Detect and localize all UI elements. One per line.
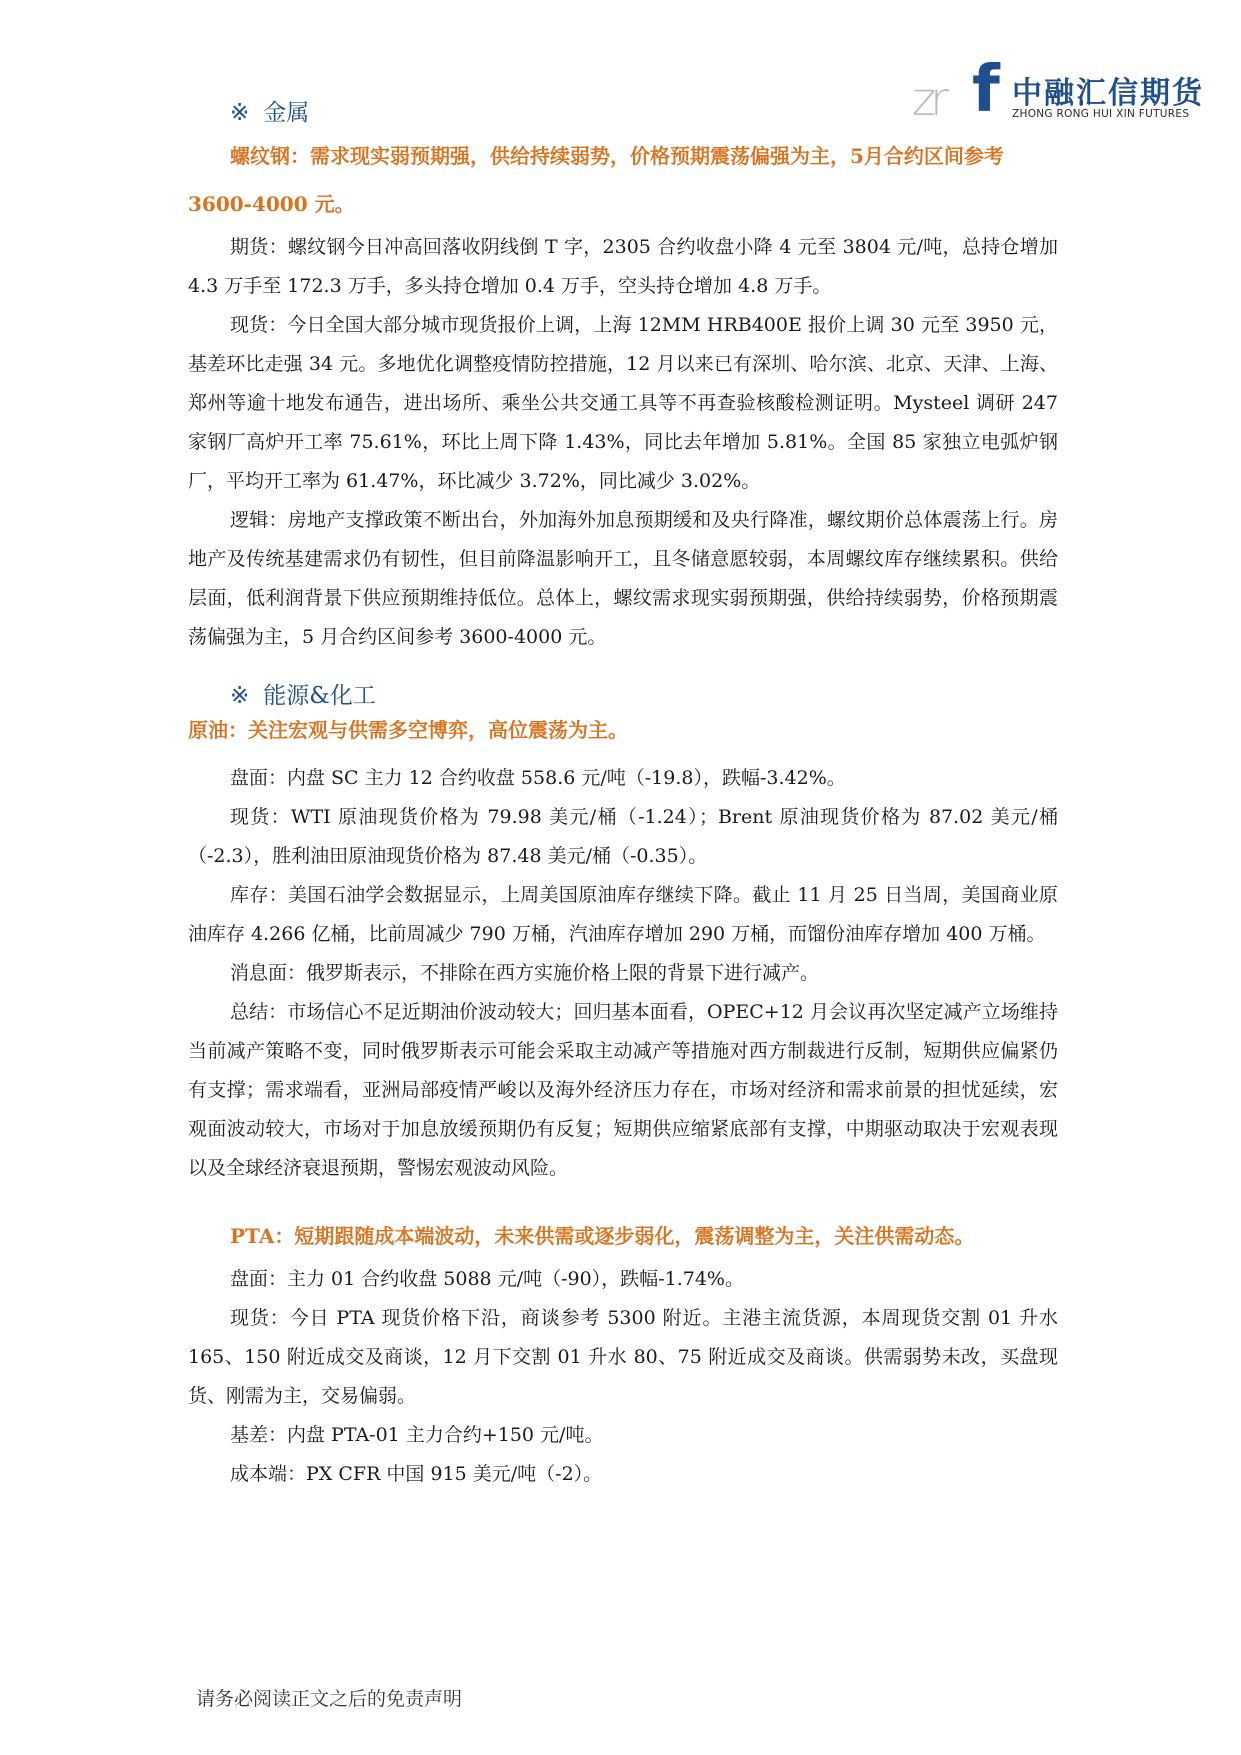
company-name-en: ZHONG RONG HUI XIN FUTURES — [1012, 108, 1190, 120]
pta-headline: PTA：短期跟随成本端波动，未来供需或逐步弱化，震荡调整为主，关注供需动态。 — [230, 1224, 975, 1248]
footer-disclaimer: 请务必阅读正文之后的免责声明 — [196, 1688, 463, 1710]
rebar-logic-paragraph: 逻辑：房地产支撑政策不断出台，外加海外加息预期缓和及央行降准，螺纹期价总体震荡上行。房地产及传统基建需求仍有韧性，但目前降温影响开工，且冬储意愿较弱，本周螺纹库存继续累积。供给层面，低利润背景下供应预期维持低位。总体上，螺纹需求现实弱预期强，供给持续弱势，价格预期震荡偏强为主，5 月合约区间参考 3600-4000 元。 — [188, 509, 1058, 648]
logo-mark-zr: zr — [912, 72, 944, 126]
crude-market-paragraph: 盘面：内盘 SC 主力 12 合约收盘 558.6 元/吨（-19.8），跌幅-3.42%。 — [230, 767, 846, 789]
rebar-futures-paragraph: 期货：螺纹钢今日冲高回落收阴线倒 T 字，2305 合约收盘小降 4 元至 3804 元/吨，总持仓增加 4.3 万手至 172.3 万手，多头持仓增加 0.4 万手，空头持仓增加 4.8 万手。 — [188, 236, 1058, 297]
section-heading-metal — [230, 98, 1058, 128]
company-name-cn: 中融汇信期货 — [1012, 76, 1204, 111]
crude-summary-paragraph: 总结：市场信心不足近期油价波动较大；回归基本面看，OPEC+12 月会议再次坚定减产立场维持当前减产策略不变，同时俄罗斯表示可能会采取主动减产等措施对西方制裁进行反制，短期供应偏紧仍有支撑；需求端看，亚洲局部疫情严峻以及海外经济压力存在，市场对经济和需求前景的担忧延续，宏观面波动较大，市场对于加息放缓预期仍有反复；短期供应缩紧底部有支撑，中期驱动取决于宏观表现以及全球经济衰退预期，警惕宏观波动风险。 — [188, 1001, 1058, 1179]
crude-inventory-paragraph: 库存：美国石油学会数据显示，上周美国原油库存继续下降。截止 11 月 25 日当周，美国商业原油库存 4.266 亿桶，比前周减少 790 万桶，汽油库存增加 290 万桶，而馏份油库存增加 400 万桶。 — [188, 884, 1058, 945]
section-mark: ※ — [230, 100, 250, 126]
crude-spot-paragraph: 现货：WTI 原油现货价格为 79.98 美元/桶（-1.24）；Brent 原油现货价格为 87.02 美元/桶（-2.3），胜利油田原油现货价格为 87.48 美元/桶（-0.35）。 — [188, 806, 1058, 867]
report-body — [188, 98, 1058, 1494]
rebar-headline: 螺纹钢：需求现实弱预期强，供给持续弱势，价格预期震荡偏强为主，5月合约区间参考 3600-4000 元。 — [188, 144, 1004, 216]
pta-market-paragraph: 盘面：主力 01 合约收盘 5088 元/吨（-90），跌幅-1.74%。 — [230, 1268, 744, 1290]
rebar-spot-paragraph: 现货：今日全国大部分城市现货报价上调，上海 12MM HRB400E 报价上调 30 元至 3950 元，基差环比走强 34 元。多地优化调整疫情防控措施，12 月以来已有深圳、哈尔滨、北京、天津、上海、郑州等逾十地发布通告，进出场所、乘坐公共交通工具等不再查验核酸检测证明。Mysteel 调研 247 家钢厂高炉开工率 75.61%，环比上周下降 1.43%，同比去年增加 5.81%。全国 85 家独立电弧炉钢厂，平均开工率为 61.47%，环比减少 3.72%，同比减少 3.02%。 — [188, 314, 1058, 492]
pta-spot-paragraph: 现货：今日 PTA 现货价格下沿，商谈参考 5300 附近。主港主流货源，本周现货交割 01 升水 165、150 附近成交及商谈，12 月下交割 01 升水 80、75 附近成交及商谈。供需弱势未改，买盘现货、刚需为主，交易偏弱。 — [188, 1307, 1058, 1407]
logo-mark-f: f — [972, 53, 1000, 127]
crude-news-paragraph: 消息面：俄罗斯表示，不排除在西方实施价格上限的背景下进行减产。 — [230, 962, 820, 984]
section-mark: ※ — [230, 683, 250, 709]
section-heading-energy — [230, 681, 1058, 711]
section-title: 能源&化工 — [263, 683, 376, 709]
pta-basis-paragraph: 基差：内盘 PTA-01 主力合约+150 元/吨。 — [230, 1424, 604, 1446]
pta-cost-paragraph: 成本端：PX CFR 中国 915 美元/吨（-2）。 — [230, 1463, 603, 1485]
crude-headline: 原油：关注宏观与供需多空博弈，高位震荡为主。 — [188, 718, 628, 742]
section-title: 金属 — [263, 100, 310, 126]
